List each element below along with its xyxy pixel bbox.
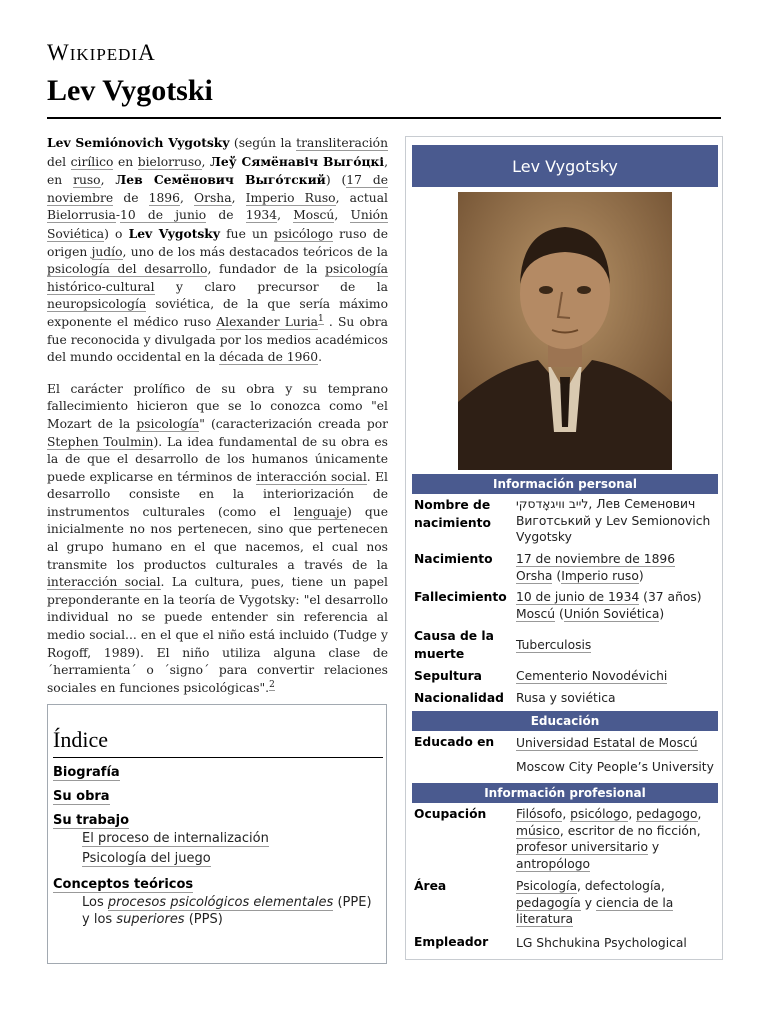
- logo-letters: IKIPEDI: [69, 45, 139, 64]
- toc-link-psicologia-juego[interactable]: Psicología del juego: [82, 851, 211, 866]
- reference-link[interactable]: 1: [318, 313, 324, 324]
- logo-letter-w: W: [47, 40, 70, 65]
- logo-letter-a: A: [138, 40, 156, 65]
- toc-link-internalizacion[interactable]: El proceso de internalización: [82, 831, 269, 846]
- portrait-image: [458, 192, 672, 470]
- label-nacimiento: Nacimiento: [414, 552, 493, 566]
- text-run: ,: [179, 190, 195, 205]
- text-run: ruso de origen: [47, 226, 388, 259]
- infobox: [405, 136, 723, 960]
- infobox-title: Lev Vygotsky: [412, 145, 718, 187]
- article-link[interactable]: bielorruso: [137, 154, 202, 169]
- link-antropologo[interactable]: antropólogo: [516, 856, 591, 871]
- section-educacion: Educación: [412, 711, 718, 731]
- toc-link-su-obra[interactable]: Su obra: [53, 789, 110, 804]
- text-run: ,: [277, 208, 294, 223]
- article-link[interactable]: psicología del desarrollo: [47, 262, 208, 277]
- article-body: [47, 134, 388, 711]
- toc-text: procesos psicológicos elementales: [107, 895, 334, 910]
- text-run: soviética, de la que sería máximo exponente el médico ruso: [47, 297, 388, 329]
- article-link[interactable]: 1896: [148, 190, 180, 205]
- article-link[interactable]: neuropsicología: [47, 297, 147, 312]
- toc-link-su-trabajo[interactable]: Su trabajo: [53, 813, 130, 828]
- link-novodevichi[interactable]: Cementerio Novodévichi: [516, 669, 668, 683]
- page-title: Lev Vygotski: [47, 74, 213, 107]
- text-run: , uno de los más destacados teóricos de la: [122, 244, 388, 259]
- bold-term: Lev Vygotsky: [128, 225, 220, 241]
- link-psicologia[interactable]: Psicología: [516, 879, 578, 893]
- article-link[interactable]: Imperio Ruso: [245, 190, 336, 205]
- article-link[interactable]: interacción social: [256, 469, 367, 484]
- toc-title: Índice: [53, 727, 108, 752]
- text-run: . Su obra fue reconocida y divulgada por los medios académicos del mundo occidental en la: [47, 314, 388, 365]
- label-sepultura: Sepultura: [414, 669, 482, 683]
- article-link[interactable]: psicología histórico-cultural: [47, 262, 388, 294]
- article-link[interactable]: Alexander Luria: [216, 314, 318, 329]
- article-link[interactable]: ruso: [73, 173, 101, 188]
- toc-link-conceptos[interactable]: Conceptos teóricos: [53, 877, 194, 892]
- toc-text: Los: [82, 895, 108, 910]
- link-pedagogia[interactable]: pedagogía: [516, 895, 581, 910]
- text-run: y claro precursor de la: [154, 279, 388, 294]
- link-1896[interactable]: 1896: [643, 552, 676, 566]
- text-run: . El desarrollo consiste en la interiorización de instrumentos culturales (como el: [47, 469, 388, 519]
- text-run: ) o: [104, 226, 129, 241]
- article-link[interactable]: cirílico: [70, 154, 114, 169]
- value-nacionalidad: Rusa y soviética: [516, 691, 616, 705]
- article-link[interactable]: lenguaje: [293, 504, 347, 519]
- link-nacimiento-fecha[interactable]: 17 de noviembre de: [516, 552, 644, 566]
- link-pedagogo[interactable]: pedagogo: [636, 807, 698, 821]
- link-filosofo[interactable]: Filósofo: [516, 807, 563, 821]
- text-run: de: [113, 190, 149, 205]
- article-link[interactable]: 10 de junio: [120, 208, 207, 223]
- text-run: de: [206, 208, 246, 223]
- link-tuberculosis[interactable]: Tuberculosis: [516, 638, 592, 652]
- label-nombre: Nombre de nacimiento: [414, 498, 492, 530]
- portrait-photo[interactable]: [458, 192, 672, 470]
- article-link[interactable]: psicología: [136, 416, 200, 431]
- text-run: fue un: [219, 226, 274, 241]
- text-run: del: [47, 154, 71, 169]
- text-run: " (caracterización creada por: [199, 416, 388, 431]
- value-causa: [516, 637, 716, 654]
- article-link[interactable]: Unión Soviética: [47, 208, 388, 241]
- value-ocupacion: Filósofo, psicólogo, pedagogo, músico, escritor de no ficción, profesor universitario y antropólogo: [516, 807, 702, 871]
- link-fallecimiento-fecha[interactable]: 10 de junio de: [516, 590, 608, 604]
- toc-divider: [53, 757, 383, 758]
- article-link[interactable]: 17 de noviembre: [47, 173, 388, 205]
- value-nacimiento: 17 de noviembre de 1896 Orsha (Imperio ruso): [516, 552, 676, 583]
- text-run: ,: [201, 154, 211, 169]
- intro-paragraph-2: [47, 381, 388, 698]
- article-link[interactable]: Orsha: [194, 190, 232, 205]
- toc-text: (PPS): [184, 912, 223, 927]
- value-empleador: LG Shchukina Psychological: [516, 936, 687, 950]
- label-educado: Educado en: [414, 735, 495, 749]
- article-link[interactable]: judío: [91, 244, 123, 259]
- article-link[interactable]: interacción social: [47, 575, 161, 590]
- value-area: [516, 878, 716, 928]
- text-run: -: [115, 208, 120, 223]
- link-universidad-moscu[interactable]: Universidad Estatal de Moscú: [516, 736, 698, 750]
- wikipedia-logo[interactable]: [47, 40, 156, 66]
- text-run: ,: [231, 190, 246, 205]
- article-link[interactable]: Moscú: [293, 208, 335, 223]
- label-causa: Causa de la muerte: [414, 629, 494, 661]
- text-run: , actual: [335, 190, 388, 205]
- article-link[interactable]: Stephen Toulmin: [47, 434, 154, 449]
- text-age: (37 años): [639, 590, 702, 604]
- toc-link-ppe-pps[interactable]: [82, 894, 382, 928]
- article-link[interactable]: década de 1960: [219, 350, 319, 365]
- link-1934[interactable]: 1934: [607, 590, 640, 604]
- value-sepultura: [516, 668, 716, 685]
- title-divider: [47, 117, 721, 119]
- text-y: y: [580, 895, 596, 910]
- text-run: , en: [47, 154, 389, 188]
- link-union-sovietica[interactable]: Unión Soviética: [563, 606, 660, 621]
- section-personal: Información personal: [412, 474, 718, 494]
- bold-term: Лев Семёнович Выго́тский: [115, 172, 326, 188]
- text-y: y: [647, 840, 660, 854]
- link-psicologo[interactable]: psicólogo: [570, 807, 629, 821]
- section-profesional: Información profesional: [412, 783, 718, 803]
- article-link[interactable]: 1934: [245, 208, 278, 223]
- text-defectologia: , defectología,: [577, 879, 665, 893]
- text-run: , fundador de la: [207, 262, 326, 277]
- text-run: ,: [100, 173, 116, 188]
- toc-link-biografia[interactable]: Biografía: [53, 765, 120, 780]
- article-link[interactable]: psicólogo: [274, 226, 334, 241]
- link-orsha[interactable]: Orsha: [516, 568, 553, 583]
- label-fallecimiento: Fallecimiento: [414, 590, 507, 604]
- text-run: El carácter prolífico de su obra y su temprano fallecimiento hicieron que se lo conozca como "el Mozart de la: [47, 381, 388, 431]
- label-nacionalidad: Nacionalidad: [414, 691, 504, 705]
- article-link[interactable]: Bielorrusia: [47, 208, 116, 223]
- text-ocupacion: , escritor de no ficción,: [559, 823, 701, 838]
- link-profesor[interactable]: profesor universitario: [516, 840, 648, 854]
- text-run: . La cultura, pues, tiene un papel preponderante en la teoría de Vygotsky: "el desarrollo individual no se puede entender sin referencia al medio social... en el que el niño está incluido (Tudge y Rogoff, 1989). El niño utiliza alguna clase de ´herramienta´ o ´signo´ para convertir relaciones sociales en funciones psicológicas".: [47, 575, 388, 695]
- value-nombre: לייב וויגאָדסקי, Лев Семенович Виготський y Lev Semionovich Vygotsky: [516, 497, 711, 544]
- link-imperio-ruso[interactable]: Imperio ruso: [561, 568, 639, 583]
- link-musico[interactable]: músico: [516, 823, 560, 838]
- bold-term: Lev Semiónovich Vygotsky: [47, 135, 230, 150]
- bold-term: Леў Сямёнавіч Выго́цкі: [210, 153, 385, 169]
- link-moscu[interactable]: Moscú: [516, 606, 556, 621]
- label-area: Área: [414, 879, 447, 893]
- article-link[interactable]: transliteración: [296, 136, 388, 150]
- reference-link[interactable]: 2: [269, 679, 275, 690]
- value-educado-2: Moscow City People’s University: [516, 760, 714, 774]
- intro-paragraph-1: [47, 134, 388, 367]
- text-run: en: [113, 154, 138, 169]
- value-educado-1: [516, 735, 716, 752]
- toc-text: superiores: [116, 912, 185, 927]
- text-run: .: [318, 350, 323, 365]
- value-fallecimiento: 10 de junio de 1934 (37 años) Moscú (Unión Soviética): [516, 590, 702, 621]
- table-of-contents: [47, 704, 387, 964]
- text-run: ) que inicialmente no nos pertenecen, sino que pertenecen al grupo humano en el que nacemos, el cual nos transmite los productos culturales a través de la: [47, 504, 388, 572]
- text-run: ,: [334, 208, 351, 223]
- link-ciencia-literatura[interactable]: ciencia de la literatura: [516, 895, 674, 926]
- text-run: ). La idea fundamental de su obra es la de que el desarrollo de los humanos únicamente puede explicarse en términos de: [47, 434, 388, 484]
- label-empleador: Empleador: [414, 935, 489, 949]
- label-ocupacion: Ocupación: [414, 807, 487, 821]
- text-run: ) (: [325, 173, 347, 188]
- text-run: (según la: [229, 136, 297, 150]
- toc-text: (PPE) y los: [82, 895, 372, 927]
